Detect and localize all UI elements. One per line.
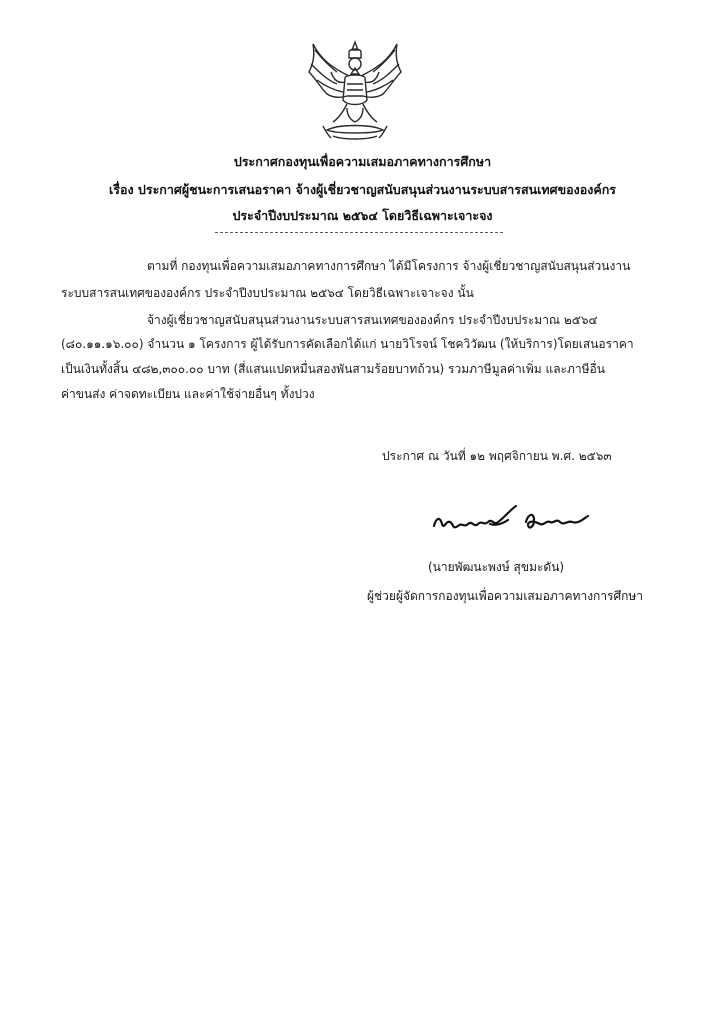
body-line: ระบบสารสนเทศขององค์กร ประจำปีงบประมาณ ๒๕๖๔ โดยวิธีเฉพาะเจาะจง นั้น (61, 286, 474, 300)
body-line: จ้างผู้เชี่ยวชาญสนับสนุนส่วนงานระบบสารสนเทศขององค์กร ประจำปีงบประมาณ ๒๕๖๔ (147, 313, 598, 327)
body-line: เป็นเงินทั้งสิ้น ๔๘๒,๓๐๐.๐๐ บาท (สี่แสนแปดหมื่นสองพันสามร้อยบาทถ้วน) รวมภาษีมูลค่าเพิ่ม และภาษีอื่น (61, 362, 605, 376)
handwritten-signature (430, 500, 598, 538)
announcement-org-title: ประกาศกองทุนเพื่อความเสมอภาคทางการศึกษา (233, 154, 492, 169)
signatory-name: (นายพัฒนะพงษ์ สุขมะดัน) (428, 560, 565, 574)
signatory-position: ผู้ช่วยผู้จัดการกองทุนเพื่อความเสมอภาคทางการศึกษา (367, 589, 644, 603)
header-divider (215, 232, 503, 233)
body-line: ตามที่ กองทุนเพื่อความเสมอภาคทางการศึกษา ได้มีโครงการ จ้างผู้เชี่ยวชาญสนับสนุนส่วนงาน (147, 259, 631, 273)
announcement-subject: เรื่อง ประกาศผู้ชนะการเสนอราคา จ้างผู้เชี่ยวชาญสนับสนุนส่วนงานระบบสารสนเทศขององค์กร (108, 182, 617, 197)
announcement-date: ประกาศ ณ วันที่ ๑๒ พฤศจิกายน พ.ศ. ๒๕๖๓ (382, 449, 612, 463)
garuda-emblem-icon (303, 38, 407, 144)
body-line: ค่าขนส่ง ค่าจดทะเบียน และค่าใช้จ่ายอื่นๆ ทั้งปวง (61, 387, 315, 401)
body-line: (๘๐.๑๑.๑๖.๐๐) จำนวน ๑ โครงการ ผู้ได้รับการคัดเลือกได้แก่ นายวิโรจน์ โชควิวัฒน (ให้บริการ)โดยเสนอราคา (61, 337, 634, 351)
announcement-fiscal-year: ประจำปีงบประมาณ ๒๕๖๔ โดยวิธีเฉพาะเจาะจง (232, 208, 493, 223)
